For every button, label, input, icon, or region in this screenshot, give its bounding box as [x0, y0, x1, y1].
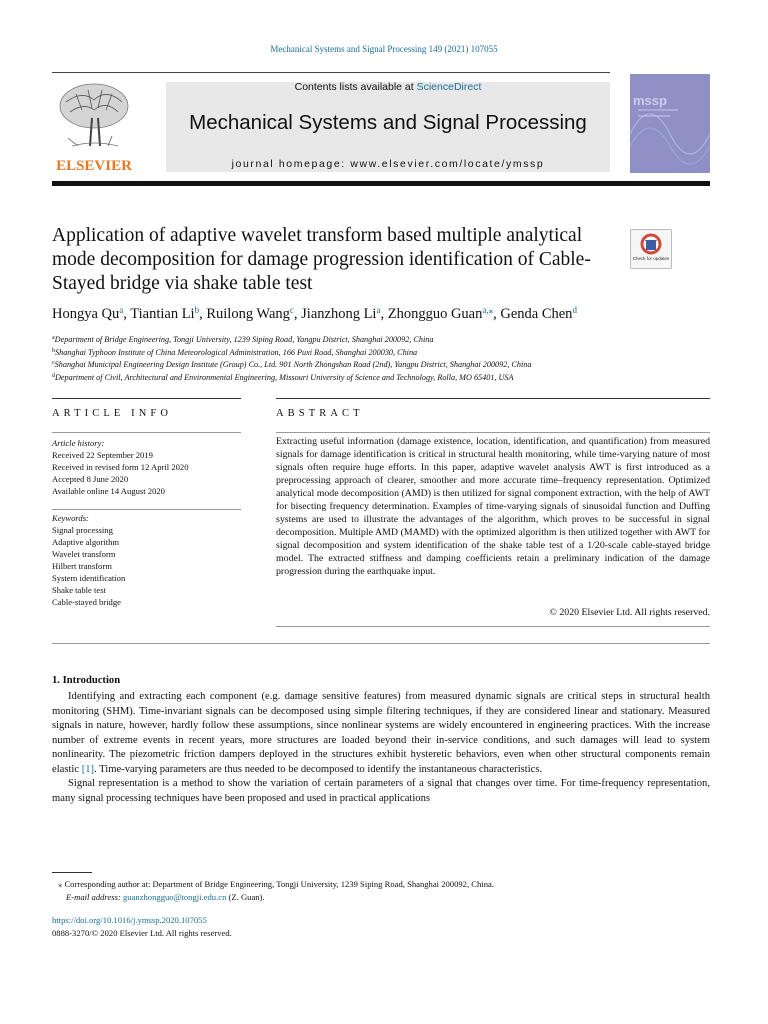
history-accepted: Accepted 8 June 2020	[52, 474, 129, 484]
doi-link[interactable]: https://doi.org/10.1016/j.ymssp.2020.107055	[52, 915, 207, 925]
keyword-item: Signal processing	[52, 525, 113, 535]
keyword-item: System identification	[52, 573, 126, 583]
author[interactable]: Tiantian Li$^b$,	[130, 305, 207, 322]
keyword-item: Cable-stayed bridge	[52, 597, 121, 607]
email-link[interactable]: guanzhongguo@tongji.edu.cn	[122, 891, 227, 902]
cover-wave-graphic	[630, 74, 710, 173]
cover-title: mssp	[633, 93, 667, 108]
keywords-label: Keywords:	[52, 513, 89, 523]
keywords	[52, 512, 125, 608]
author[interactable]: Jianzhong Li$^a$,	[301, 305, 388, 322]
abstract-rule	[276, 398, 710, 399]
article-info-subrule	[52, 432, 241, 433]
publication-info	[52, 914, 232, 939]
abstract-text: Extracting useful information (damage existence, location, identification, and quantification) from measured signals for damage identification is critical in structural health monitoring, while time-varying nature of most signals often require huge efforts. In this paper, adaptive wavelet analysis AWT is first introduced as a preprocessing approach of clearer, smoother and more accurate time–frequency representation. Optimized analytical mode decomposition (AMD) is then utilized for signal component extraction, with the help of AWT for bisecting frequency determination. Examples of time-varying signals of sinusoidal function and Duffing systems are used to illustrate the advantages of the algorithm, which proves to be successful in signal decomposition. Multiple AMD (MAMD) with the optimized algorithm is then utilized together with AWT for signal decomposition and system identification of the shake table test of a 1/20-scale cable-stayed bridge model. The extracted stiffness and damping coefficients retain a preliminary indication of the damage progression during the earthquake input.	[276, 436, 710, 578]
journal-homepage[interactable]: journal homepage: www.elsevier.com/locate/ymssp	[231, 158, 545, 170]
journal-cover-image	[630, 74, 710, 173]
article-history	[52, 437, 189, 497]
footnote	[52, 878, 710, 903]
history-received: Received 22 September 2019	[52, 450, 153, 460]
history-label: Article history:	[52, 438, 105, 448]
journal-reference[interactable]: Mechanical Systems and Signal Processing 149 (2021) 107055	[270, 44, 498, 54]
author-affil-marker[interactable]: a,⁎	[482, 305, 494, 315]
paragraph: Identifying and extracting each component (e.g. damage sensitive features) from measured dynamic signals are critical steps in structural health monitoring (SHM). Time-invariant signals can be decomposed using simple filtering techniques, if they are considered linear and stationary. Measured signals in nature, however, hardly follow these assumptions, since nonlinear systems are widely encountered in engineering practices. With the increase number of extreme events in recent years, more structures are loaded beyond their in-service conditions, and such damages will lead to system nonlinearity. The piezometric friction dampers deployed in the structures exhibit hysteretic behaviors, even when other structural components remain elastic [1]. Time-varying parameters are thus needed to be decomposed to identify the instantaneous characteristics.	[52, 691, 710, 775]
author-affil-marker[interactable]: c	[289, 305, 294, 315]
paragraph: Signal representation is a method to show the variation of certain parameters of a signal that changes over time. For time-frequency representation, many signal processing techniques have been proposed and used in practical applications	[52, 778, 710, 804]
author[interactable]: Hongya Qu$^a$,	[52, 305, 131, 322]
body-text	[52, 690, 710, 806]
history-revised: Received in revised form 12 April 2020	[52, 462, 189, 472]
article-title: Application of adaptive wavelet transform based multiple analytical mode decomposition for damage progression identification of Cable-Stayed bridge via shake table test	[52, 225, 591, 294]
keywords-rule	[52, 509, 241, 510]
author-affil-marker[interactable]: b	[194, 305, 200, 315]
elsevier-logo	[52, 80, 136, 176]
keyword-item: Wavelet transform	[52, 549, 116, 559]
abstract-heading: ABSTRACT	[276, 408, 364, 419]
publisher-name: ELSEVIER	[56, 158, 132, 174]
affiliation: $^a$Department of Bridge Engineering, Tongji University, 1239 Siping Road, Yangpu District, Shanghai 200092, China	[52, 335, 434, 344]
author[interactable]: Genda Chen$^d$	[500, 305, 577, 322]
corresponding-author-note: ⁎ Corresponding author at: Department of Bridge Engineering, Tongji University, 1239 Siping Road, Shanghai 200092, China.	[58, 879, 494, 889]
author-list	[52, 305, 577, 323]
email-note: E-mail address: guanzhongguo@tongji.edu.cn (Z. Guan).	[66, 891, 265, 902]
abstract-subrule	[276, 432, 710, 433]
author-affil-marker[interactable]: a	[376, 305, 381, 315]
affiliation-list	[52, 333, 531, 383]
check-updates-label: Check for updates	[632, 256, 670, 261]
front-matter-end-rule	[52, 643, 710, 644]
check-for-updates-button[interactable]	[630, 229, 672, 269]
author-affil-marker[interactable]: d	[572, 305, 577, 315]
affiliation: $^d$Department of Civil, Architectural and Environmental Engineering, Missouri University of Science and Technology, Rolla, MO 65401, USA	[52, 372, 514, 382]
journal-title: Mechanical Systems and Signal Processing	[189, 111, 587, 134]
sciencedirect-link[interactable]: ScienceDirect	[416, 81, 482, 93]
keyword-item: Hilbert transform	[52, 561, 112, 571]
section-heading-introduction: 1. Introduction	[52, 675, 121, 686]
keyword-item: Adaptive algorithm	[52, 537, 120, 547]
citation-link[interactable]: [1]	[81, 763, 95, 775]
affiliation: $^c$Shanghai Municipal Engineering Design Institute (Group) Co., Ltd. 901 North Zhongshan Road (2nd), Yangpu District, Shanghai 200092, China	[52, 360, 532, 370]
header-top-rule	[52, 72, 610, 73]
article-info-heading: ARTICLE INFO	[52, 408, 173, 419]
author[interactable]: Zhongguo Guan$^{a,⁎}$,	[387, 305, 501, 322]
footnote-rule	[52, 872, 92, 873]
header-thick-rule	[52, 181, 710, 186]
abstract-end-rule	[276, 626, 710, 627]
elsevier-tree-icon	[52, 80, 136, 176]
affiliation: $^b$Shanghai Typhoon Institute of China Meteorological Administration, 166 Puxi Road, Shanghai 200030, China	[52, 347, 418, 357]
abstract-copyright: © 2020 Elsevier Ltd. All rights reserved.	[549, 607, 710, 618]
history-online: Available online 14 August 2020	[52, 486, 165, 496]
article-info-rule	[52, 398, 241, 399]
check-updates-icon	[631, 230, 671, 268]
issn-line: 0888-3270/© 2020 Elsevier Ltd. All rights reserved.	[52, 927, 232, 938]
contents-line	[166, 81, 610, 93]
author-affil-marker[interactable]: a	[119, 305, 124, 315]
keyword-item: Shake table test	[52, 585, 106, 595]
contents-prefix: Contents lists available at	[294, 81, 417, 93]
author[interactable]: Ruilong Wang$^c$,	[206, 305, 302, 322]
